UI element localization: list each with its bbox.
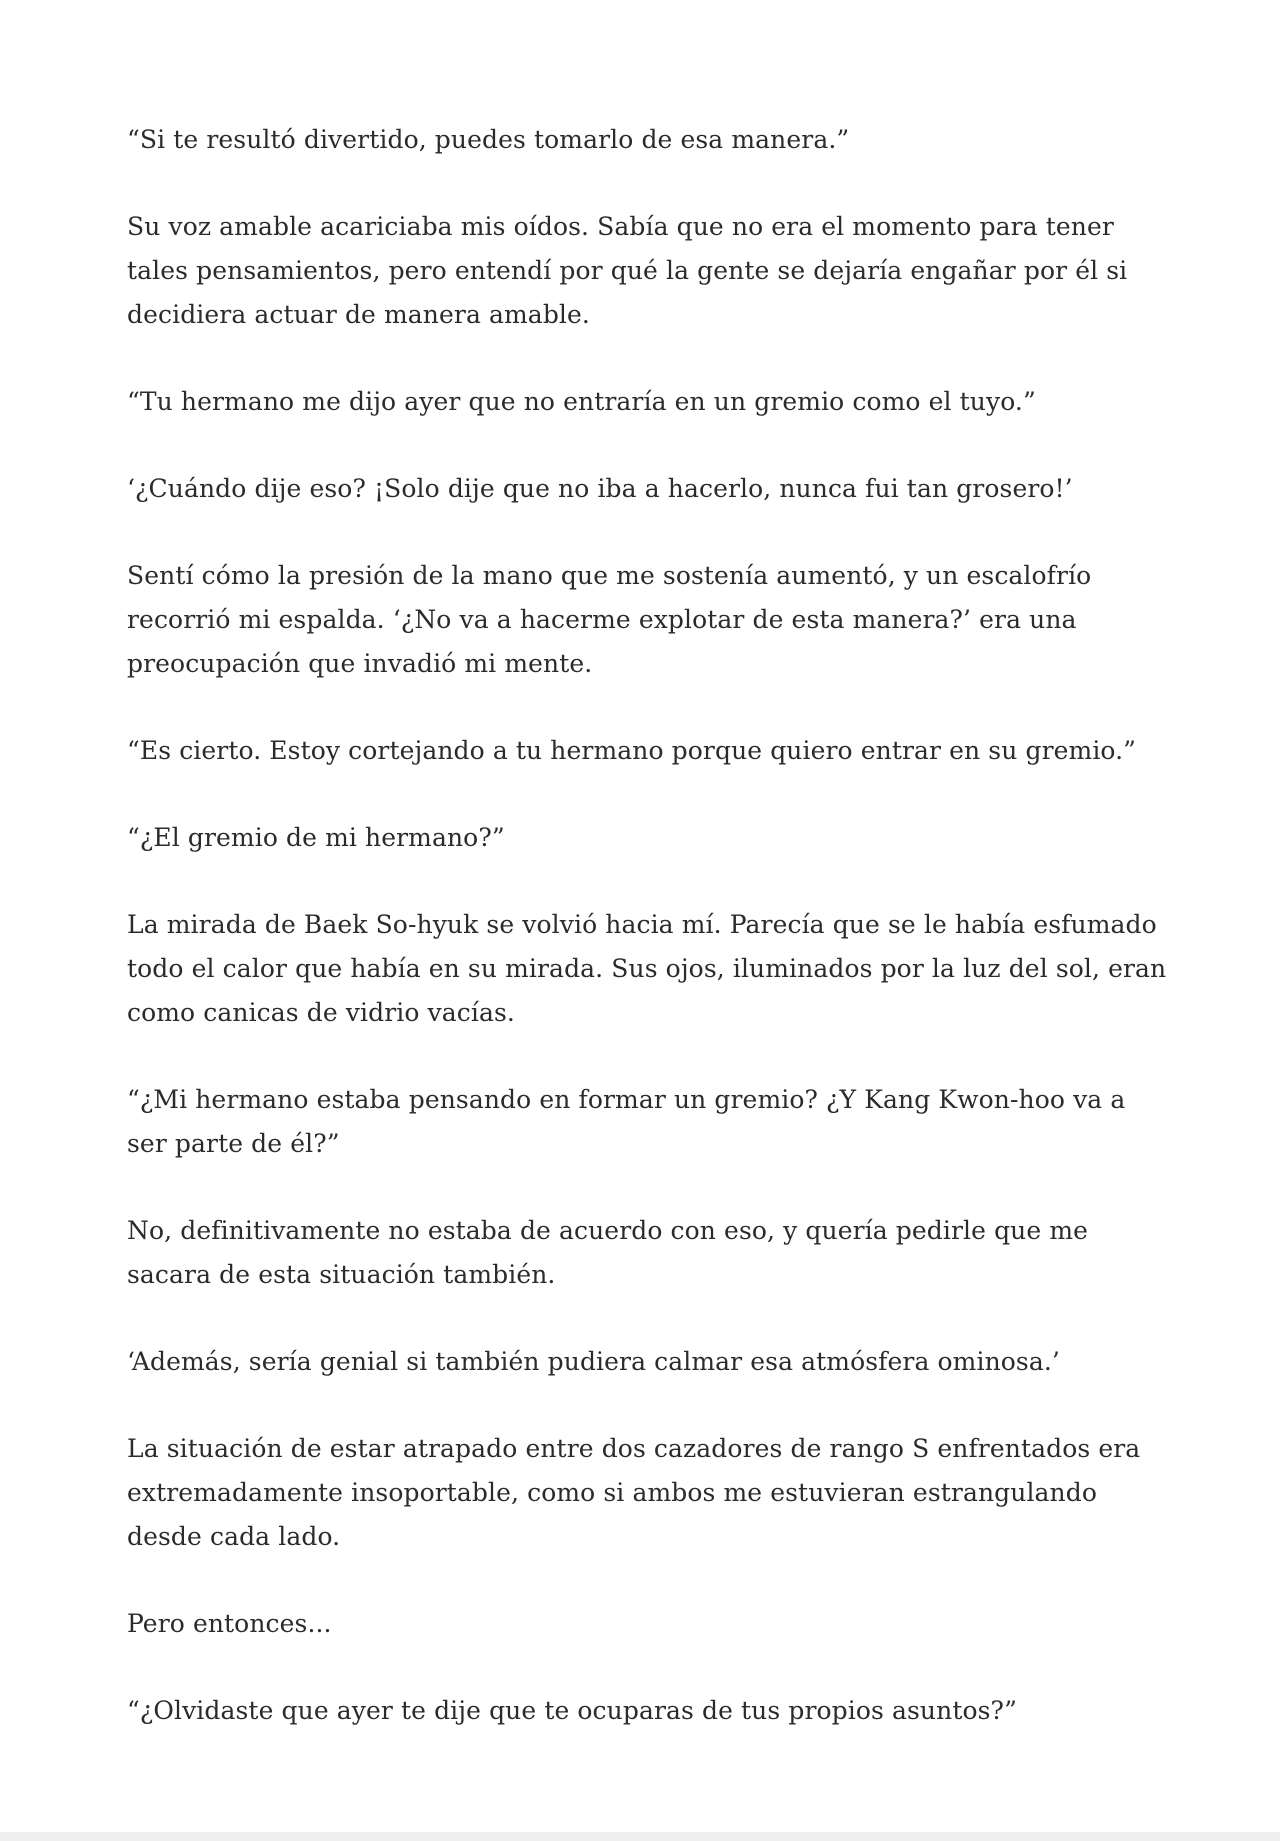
paragraph: Pero entonces... xyxy=(127,1609,332,1638)
paragraph: “Es cierto. Estoy cortejando a tu hermano porque quiero entrar en su gremio.” xyxy=(127,736,1137,765)
paragraph: La situación de estar atrapado entre dos cazadores de rango S enfrentados era extremadamente insoportable, como si ambos me estuvieran estrangulando desde cada lado. xyxy=(127,1434,1141,1551)
paragraph: Su voz amable acariciaba mis oídos. Sabía que no era el momento para tener tales pensamientos, pero entendí por qué la gente se dejaría engañar por él si decidiera actuar de manera amable. xyxy=(127,212,1128,329)
paragraph: Sentí cómo la presión de la mano que me sostenía aumentó, y un escalofrío recorrió mi espalda. ‘¿No va a hacerme explotar de esta manera?’ era una preocupación que invadió mi mente. xyxy=(127,561,1092,678)
paragraph: “¿El gremio de mi hermano?” xyxy=(127,823,505,852)
paragraph: ‘¿Cuándo dije eso? ¡Solo dije que no iba a hacerlo, nunca fui tan grosero!’ xyxy=(127,474,1073,503)
paragraph: “Si te resultó divertido, puedes tomarlo de esa manera.” xyxy=(127,125,850,154)
paragraph: “¿Mi hermano estaba pensando en formar un gremio? ¿Y Kang Kwon-hoo va a ser parte de él?” xyxy=(127,1085,1126,1158)
paragraph: ‘Además, sería genial si también pudiera calmar esa atmósfera ominosa.’ xyxy=(127,1347,1060,1376)
paragraph: La mirada de Baek So-hyuk se volvió hacia mí. Parecía que se le había esfumado todo el calor que había en su mirada. Sus ojos, iluminados por la luz del sol, eran como canicas de vidrio vacías. xyxy=(127,910,1167,1027)
page-bottom-edge xyxy=(0,1832,1280,1841)
paragraph: “¿Olvidaste que ayer te dije que te ocuparas de tus propios asuntos?” xyxy=(127,1696,1017,1725)
paragraph: No, definitivamente no estaba de acuerdo con eso, y quería pedirle que me sacara de esta situación también. xyxy=(127,1216,1089,1289)
paragraph: “Tu hermano me dijo ayer que no entraría en un gremio como el tuyo.” xyxy=(127,387,1036,416)
document-body xyxy=(127,118,1167,1776)
